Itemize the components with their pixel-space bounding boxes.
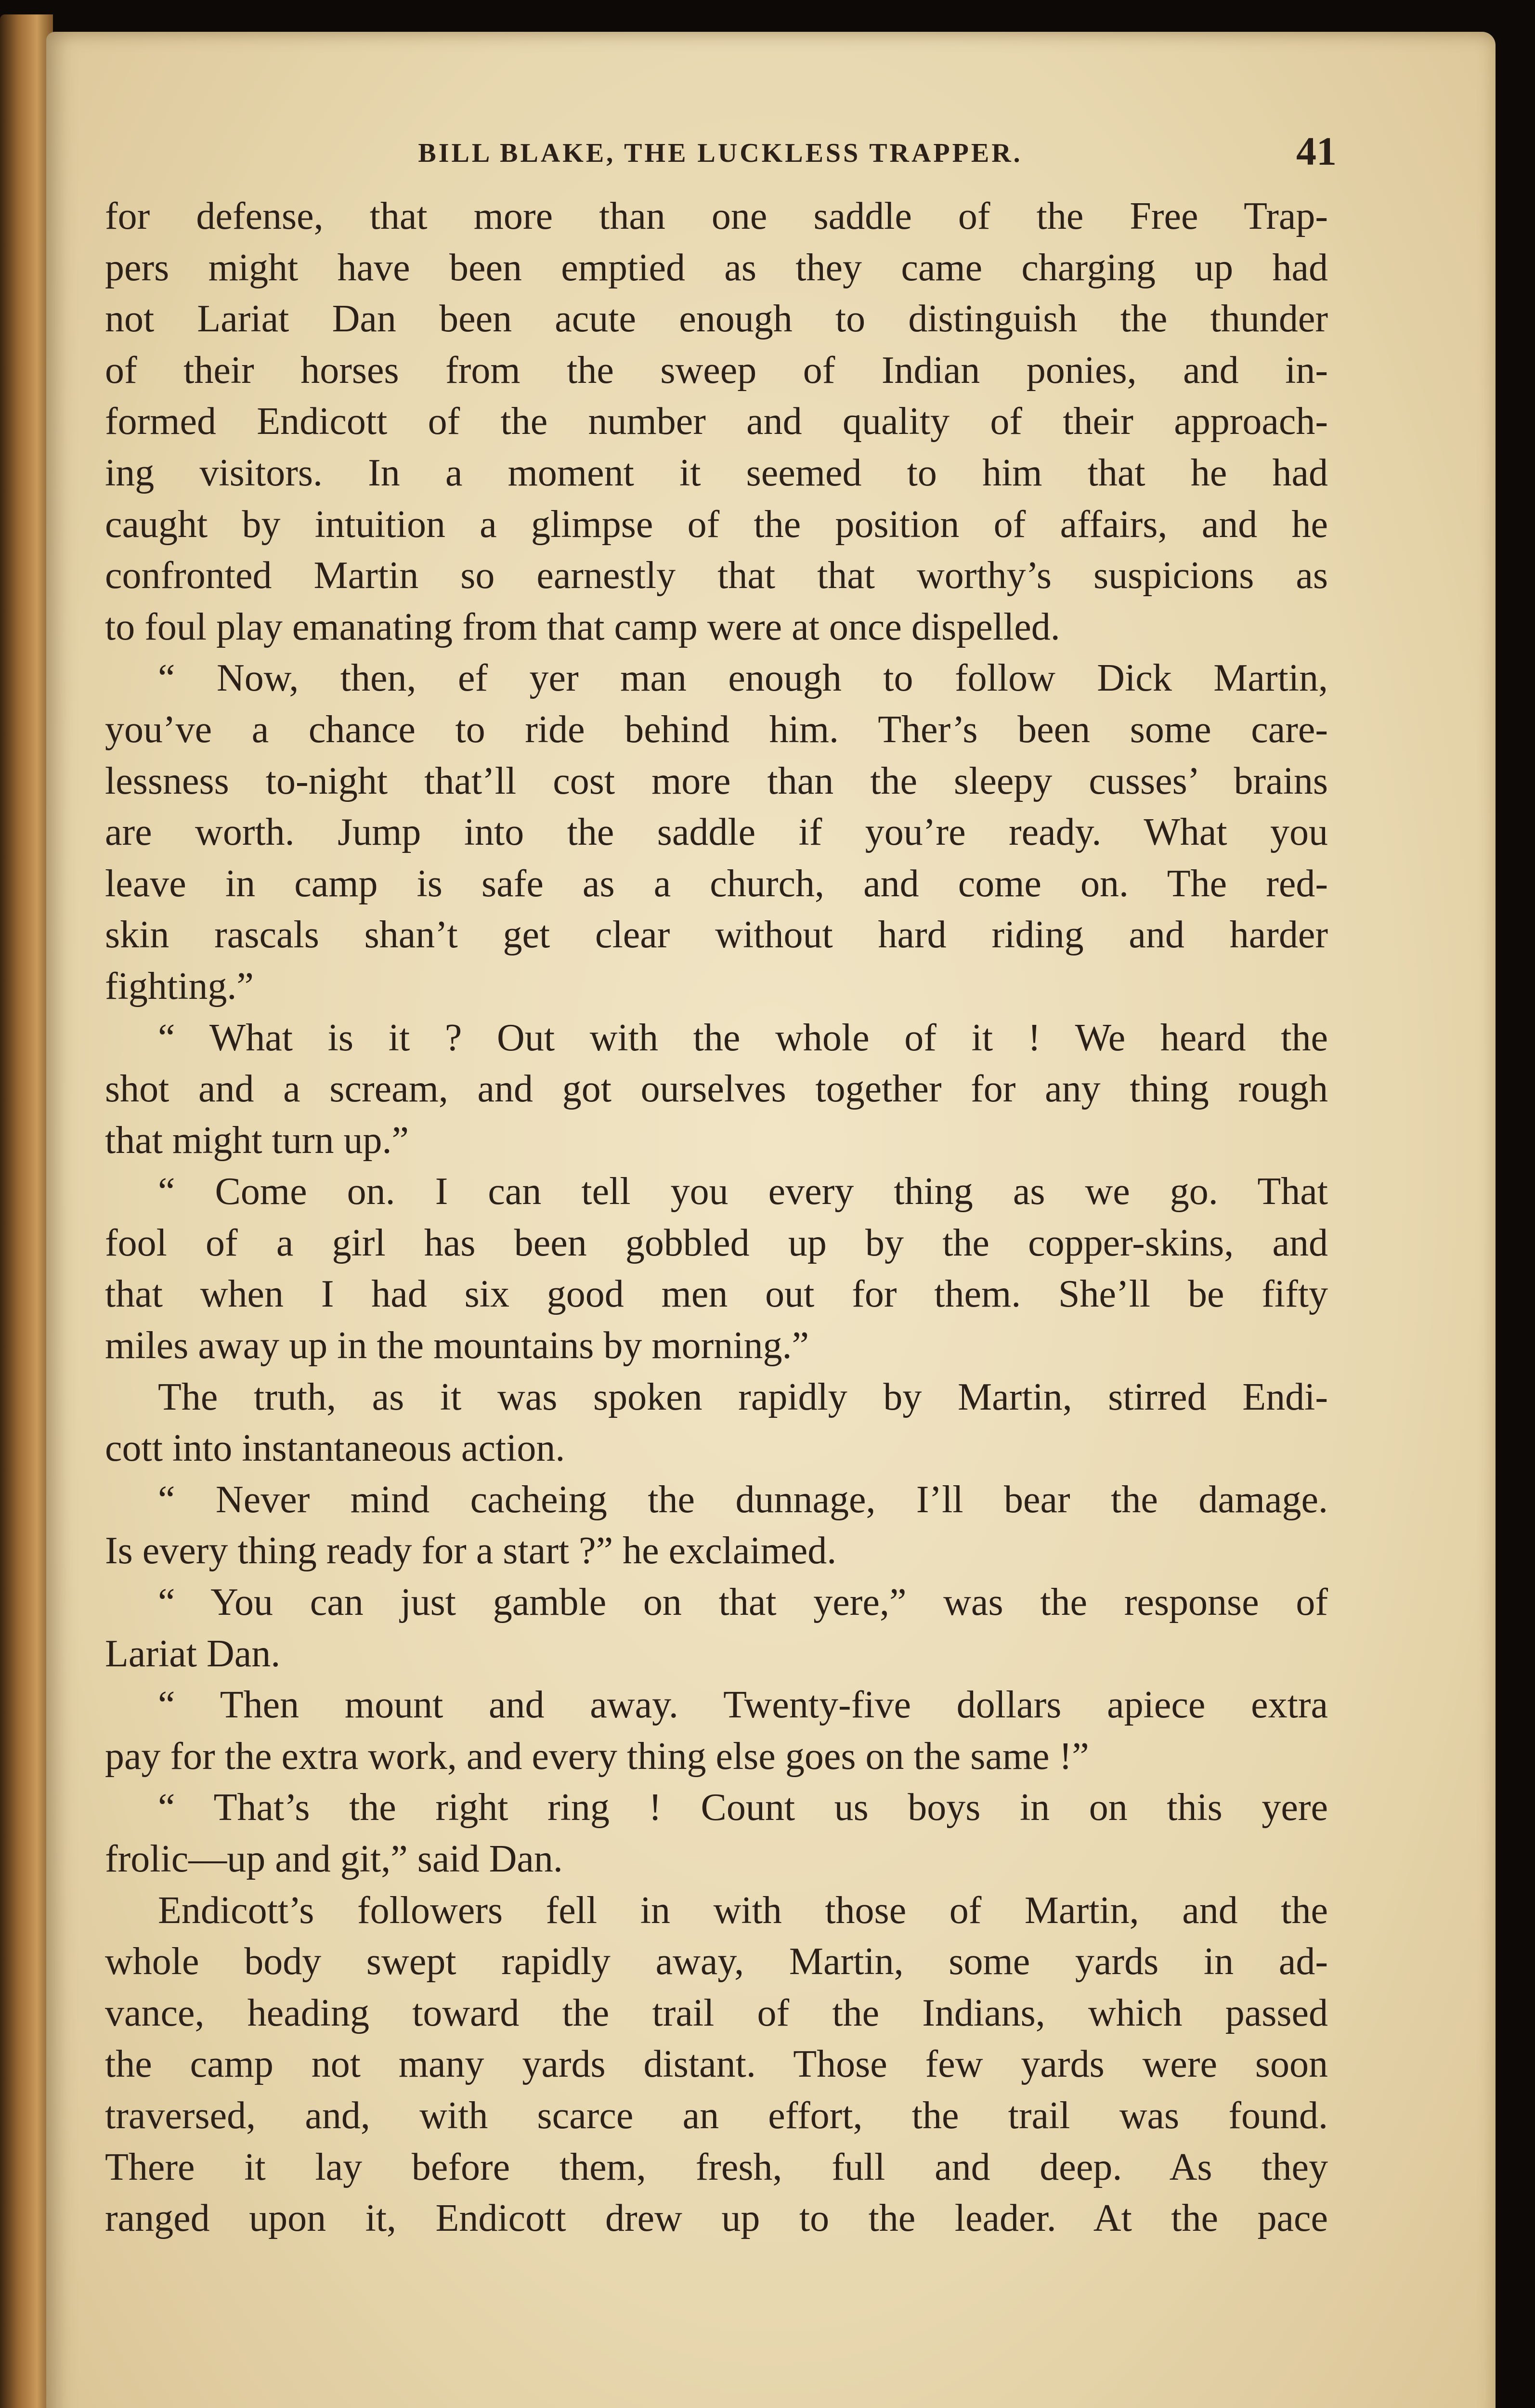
- text-line: that when I had six good men out for them. She’ll be fifty: [105, 1273, 1328, 1316]
- text-line: are worth. Jump into the saddle if you’re ready. What you: [105, 811, 1328, 854]
- text-line: caught by intuition a glimpse of the position of affairs, and he: [105, 503, 1328, 546]
- text-line: whole body swept rapidly away, Martin, some yards in ad-: [105, 1940, 1328, 1983]
- text-line: There it lay before them, fresh, full and deep. As they: [105, 2146, 1328, 2188]
- text-line: fighting.”: [105, 965, 254, 1008]
- text-line: Is every thing ready for a start ?” he exclaimed.: [105, 1530, 837, 1572]
- text-line: leave in camp is safe as a church, and come on. The red-: [105, 862, 1328, 905]
- text-line: “ You can just gamble on that yere,” was the response of: [158, 1581, 1328, 1624]
- text-line: lessness to-night that’ll cost more than the sleepy cusses’ brains: [105, 759, 1328, 802]
- book-page: [46, 32, 1496, 2408]
- text-line: The truth, as it was spoken rapidly by Martin, stirred Endi-: [158, 1375, 1328, 1418]
- text-line: you’ve a chance to ride behind him. Ther’s been some care-: [105, 708, 1328, 751]
- text-line: “ Now, then, ef yer man enough to follow Dick Martin,: [158, 657, 1328, 700]
- page-number: 41: [1296, 129, 1337, 174]
- text-line: skin rascals shan’t get clear without hard riding and harder: [105, 914, 1328, 956]
- text-line: shot and a scream, and got ourselves together for any thing rough: [105, 1068, 1328, 1111]
- text-line: frolic—up and git,” said Dan.: [105, 1838, 563, 1880]
- text-line: cott into instantaneous action.: [105, 1427, 565, 1470]
- text-line: miles away up in the mountains by morning.”: [105, 1324, 809, 1367]
- text-line: Endicott’s followers fell in with those of Martin, and the: [158, 1889, 1328, 1932]
- text-line: not Lariat Dan been acute enough to distinguish the thunder: [105, 298, 1328, 340]
- text-line: pers might have been emptied as they came charging up had: [105, 246, 1328, 289]
- text-line: fool of a girl has been gobbled up by the copper-skins, and: [105, 1221, 1328, 1264]
- text-line: Lariat Dan.: [105, 1632, 281, 1675]
- book-spine-edge: [0, 14, 53, 2408]
- text-line: “ Then mount and away. Twenty-five dollars apiece extra: [158, 1684, 1328, 1727]
- text-line: of their horses from the sweep of Indian ponies, and in-: [105, 349, 1328, 392]
- text-line: “ That’s the right ring ! Count us boys in on this yere: [158, 1786, 1328, 1829]
- text-line: pay for the extra work, and every thing else goes on the same !”: [105, 1735, 1089, 1778]
- text-line: the camp not many yards distant. Those few yards were soon: [105, 2043, 1328, 2086]
- text-line: for defense, that more than one saddle of the Free Trap-: [105, 195, 1328, 237]
- text-line: to foul play emanating from that camp were at once dispelled.: [105, 605, 1060, 648]
- text-line: “ What is it ? Out with the whole of it ! We heard the: [158, 1016, 1328, 1059]
- text-line: vance, heading toward the trail of the Indians, which passed: [105, 1991, 1328, 2034]
- text-line: “ Never mind cacheing the dunnage, I’ll bear the damage.: [158, 1478, 1328, 1521]
- text-line: that might turn up.”: [105, 1119, 409, 1162]
- text-line: ranged upon it, Endicott drew up to the leader. At the pace: [105, 2197, 1328, 2240]
- text-line: confronted Martin so earnestly that that worthy’s suspicions as: [105, 554, 1328, 597]
- text-line: formed Endicott of the number and quality of their approach-: [105, 400, 1328, 443]
- text-line: traversed, and, with scarce an effort, the trail was found.: [105, 2094, 1328, 2137]
- running-title: BILL BLAKE, THE LUCKLESS TRAPPER.: [418, 138, 1023, 168]
- body-text: [105, 191, 1328, 2244]
- text-line: “ Come on. I can tell you every thing as we go. That: [158, 1170, 1328, 1213]
- text-line: ing visitors. In a moment it seemed to him that he had: [105, 451, 1328, 494]
